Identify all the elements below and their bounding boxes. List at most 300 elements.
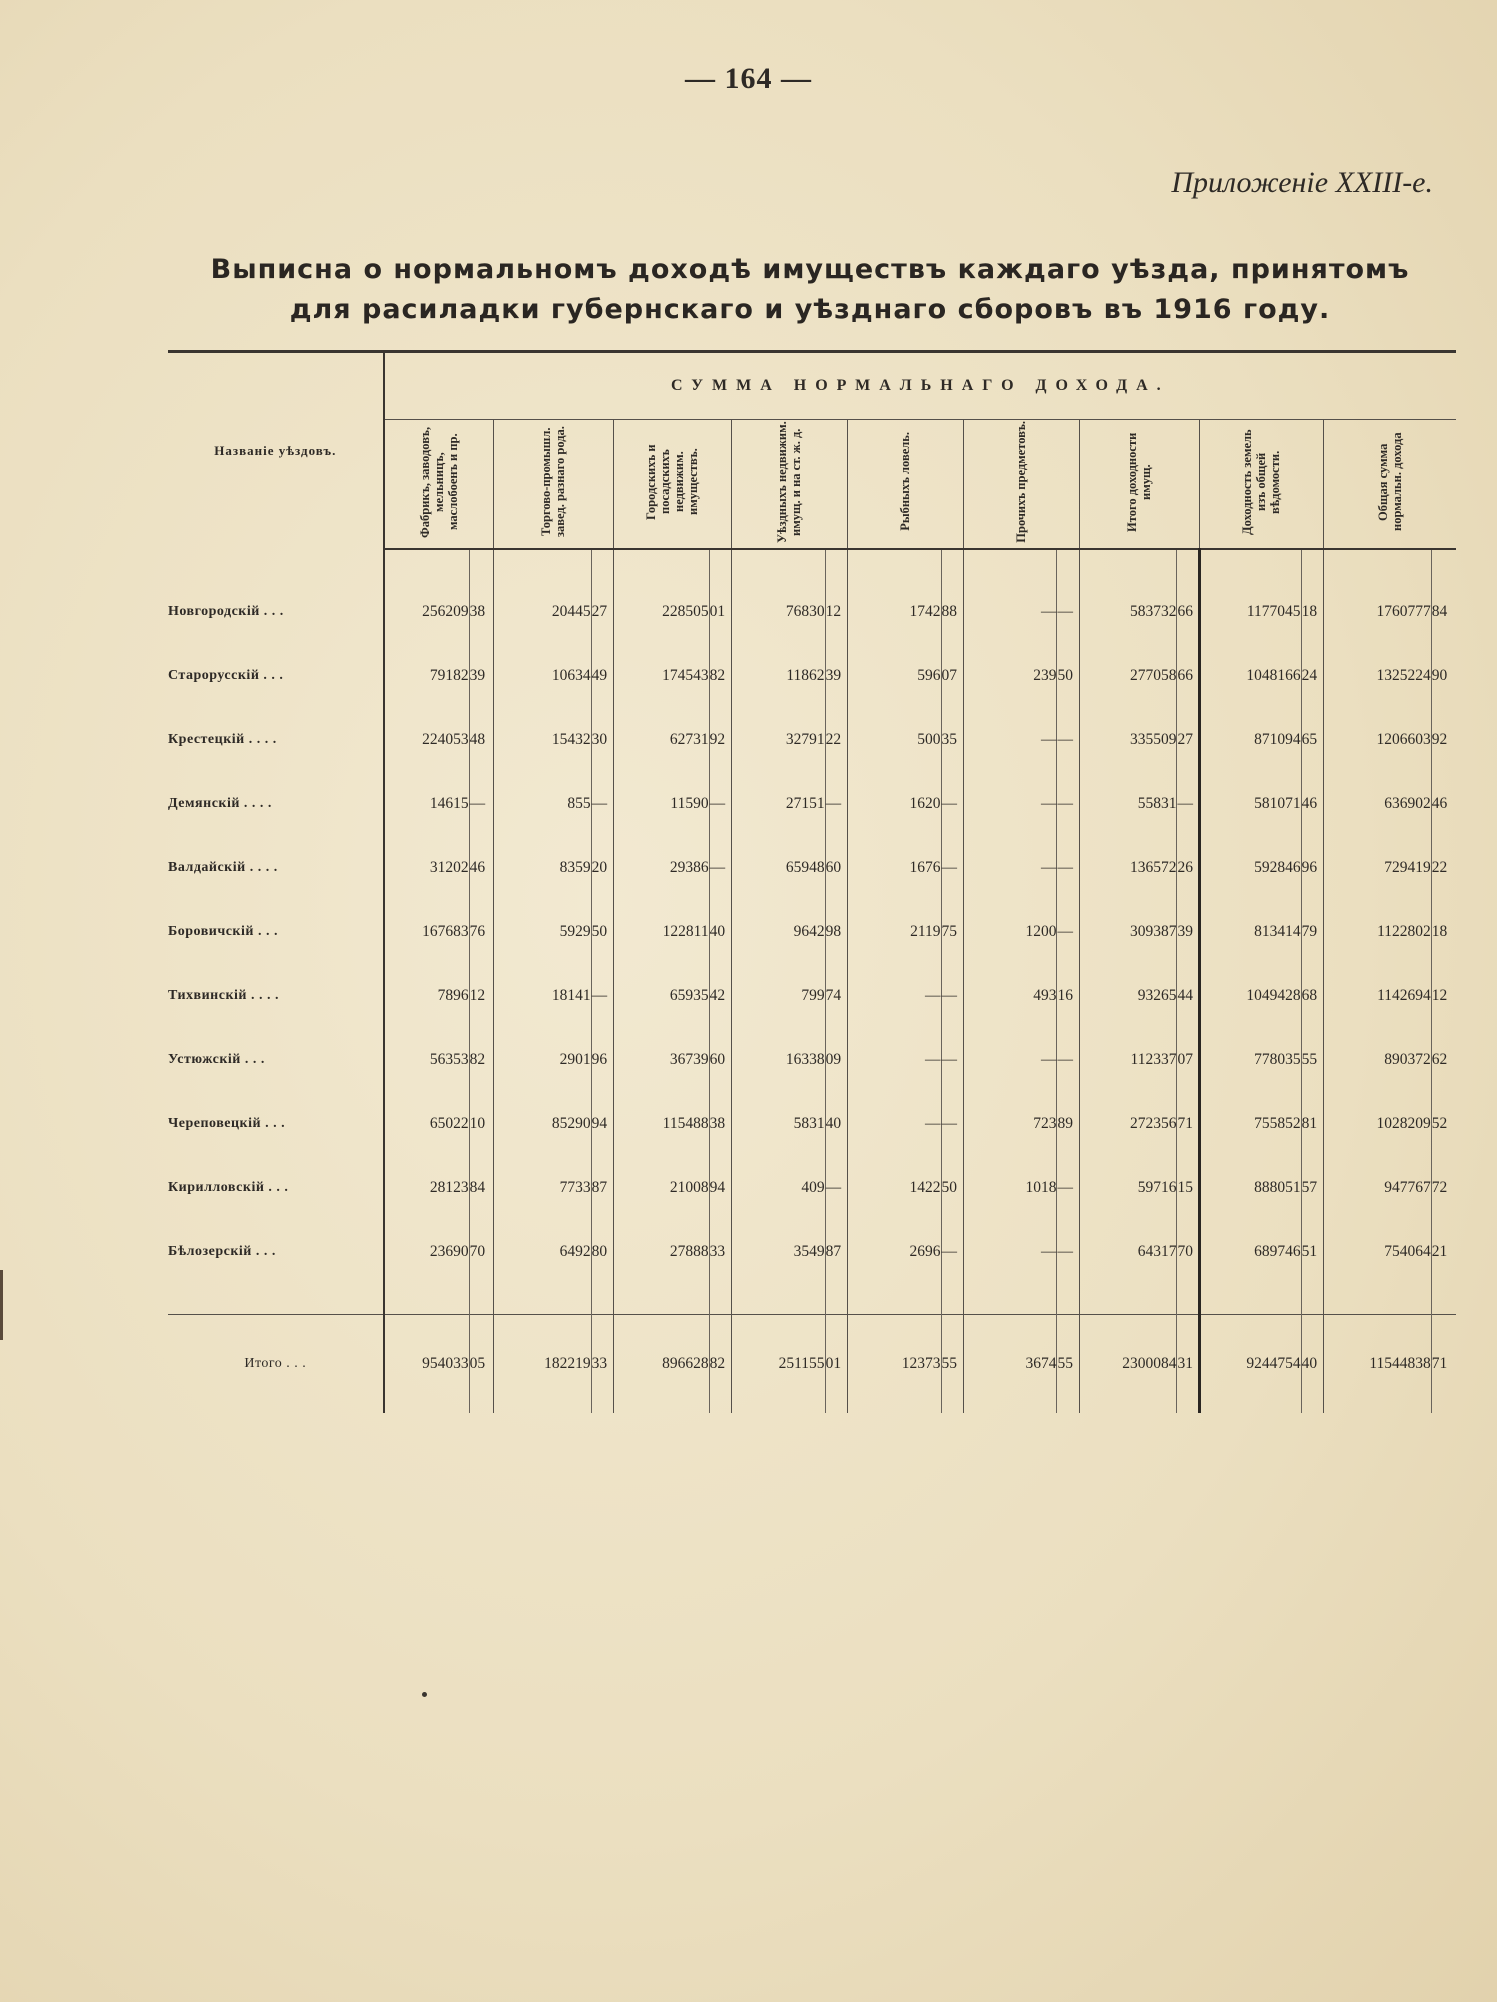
rubles-cell: — (847, 1092, 941, 1156)
kopecks-cell: 66 (1177, 644, 1199, 708)
kopecks-cell: 55 (1301, 1028, 1323, 1092)
table-row (168, 580, 1456, 644)
spacer-row (168, 1284, 1456, 1315)
kopecks-cell: — (709, 836, 731, 900)
rubles-cell: 21008 (614, 1156, 710, 1220)
rubles-cell: — (963, 1220, 1057, 1284)
kopecks-cell: 39 (1177, 900, 1199, 964)
spacer-cell (709, 549, 731, 580)
kopecks-cell: 22 (825, 708, 847, 772)
rubles-cell: 23690 (384, 1220, 469, 1284)
spacer-cell (591, 1284, 613, 1315)
rubles-cell: 56353 (384, 1028, 469, 1092)
kopecks-cell: — (1177, 772, 1199, 836)
table-row (168, 964, 1456, 1028)
rubles-cell: 1676 (847, 836, 941, 900)
page-number: — 164 — (685, 62, 812, 95)
kopecks-cell: 87 (591, 1156, 613, 1220)
spacer-cell (731, 1284, 825, 1315)
rubles-cell: 3549 (731, 1220, 825, 1284)
rubles-cell: 167683 (384, 900, 469, 964)
kopecks-cell: 27 (591, 580, 613, 644)
column-header: Общая сумма нормальн. дохода (1323, 420, 1456, 550)
kopecks-cell: 88 (941, 580, 963, 644)
kopecks-cell: — (709, 772, 731, 836)
spacer-cell (1199, 549, 1301, 580)
spacer-cell (168, 1284, 384, 1315)
kopecks-cell: 55 (941, 1315, 963, 1414)
rubles-cell: 855 (493, 772, 591, 836)
rubles-cell: 6492 (493, 1220, 591, 1284)
kopecks-cell: 10 (469, 1092, 493, 1156)
kopecks-cell: 38 (709, 1092, 731, 1156)
kopecks-cell: 01 (825, 1315, 847, 1414)
rubles-cell: 29386 (614, 836, 710, 900)
column-header: Уѣздныхъ недвижим. имущ. и на ст. ж. д. (731, 420, 847, 550)
spacer-cell (963, 549, 1057, 580)
spacer-cell (709, 1284, 731, 1315)
spacer-cell (731, 549, 825, 580)
rubles-cell: 2901 (493, 1028, 591, 1092)
rubles-cell: 1018 (963, 1156, 1057, 1220)
rubles-cell: 12373 (847, 1315, 941, 1414)
appendix-label: Приложеніе XXIII-е. (1171, 166, 1433, 199)
kopecks-cell: 98 (825, 900, 847, 964)
table-row (168, 1156, 1456, 1220)
rubles-cell: — (963, 772, 1057, 836)
kopecks-cell: 50 (1057, 644, 1079, 708)
kopecks-cell: 33 (591, 1315, 613, 1414)
rubles-cell: 1028209 (1323, 1092, 1431, 1156)
kopecks-cell: 52 (1431, 1115, 1448, 1132)
rubles-cell: 76830 (731, 580, 825, 644)
rubles-cell: — (847, 964, 941, 1028)
rubles-cell: 309387 (1079, 900, 1177, 964)
rubles-cell: 122811 (614, 900, 710, 964)
district-name: Итого . . . (168, 1315, 384, 1414)
rubles-cell: 954033 (384, 1315, 469, 1414)
kopecks-cell: 48 (469, 708, 493, 772)
title-line-2: для расиладки губернскаго и уѣзднаго сборовъ въ 1916 году. (289, 294, 1331, 325)
kopecks-cell: 71 (1177, 1092, 1199, 1156)
rubles-cell: 85290 (493, 1092, 591, 1156)
rubles-cell: 1049428 (1199, 964, 1301, 1028)
rubles-cell: 27888 (614, 1220, 710, 1284)
kopecks-cell: 27 (1177, 708, 1199, 772)
column-header: Фабрикъ, заводовъ, мельницъ, маслобоенъ и пр. (384, 420, 494, 550)
kopecks-cell: 40 (825, 1092, 847, 1156)
kopecks-cell: — (591, 964, 613, 1028)
spacer-cell (847, 1284, 941, 1315)
table-body (168, 549, 1456, 1413)
kopecks-cell: 89 (1057, 1092, 1079, 1156)
kopecks-cell: 46 (469, 836, 493, 900)
kopecks-cell: 50 (941, 1156, 963, 1220)
spacer-cell (963, 1284, 1057, 1315)
rubles-cell: 755852 (1199, 1092, 1301, 1156)
kopecks-cell: 38 (469, 580, 493, 644)
rubles-cell: 888051 (1199, 1156, 1301, 1220)
kopecks-cell: 76 (469, 900, 493, 964)
kopecks-cell: 49 (591, 644, 613, 708)
spacer-cell (384, 549, 469, 580)
kopecks-cell: 01 (709, 580, 731, 644)
spacer-cell (825, 1284, 847, 1315)
column-header: Городскихъ и посадскихъ недвижим. имуществъ. (614, 420, 732, 550)
kopecks-cell: 09 (825, 1028, 847, 1092)
kopecks-cell: — (1057, 1028, 1079, 1092)
kopecks-cell: 68 (1301, 964, 1323, 1028)
rubles-cell: 409 (731, 1156, 825, 1220)
kopecks-cell: — (941, 1092, 963, 1156)
column-header: Итого доходности имущ. (1079, 420, 1199, 550)
kopecks-cell: 22 (1431, 859, 1448, 876)
kopecks-cell: 60 (825, 836, 847, 900)
rubles-cell: 16338 (731, 1028, 825, 1092)
rubles-cell: 115488 (614, 1092, 710, 1156)
spacer-cell (1177, 549, 1199, 580)
rubles-cell: 11862 (731, 644, 825, 708)
rubles-cell: 500 (847, 708, 941, 772)
rubles-cell: 27151 (731, 772, 825, 836)
district-name: Валдайскій . . . . (168, 836, 384, 900)
kopecks-cell: 79 (1301, 900, 1323, 964)
spacer-cell (1431, 549, 1456, 580)
kopecks-cell: — (941, 836, 963, 900)
kopecks-cell: 92 (709, 708, 731, 772)
rubles-cell: 8359 (493, 836, 591, 900)
kopecks-cell: — (941, 1028, 963, 1092)
rubles-cell: 723 (963, 1092, 1057, 1156)
kopecks-cell: 70 (1177, 1220, 1199, 1284)
rubles-cell: 256209 (384, 580, 469, 644)
ink-dot (422, 1692, 427, 1697)
spacer-cell (825, 549, 847, 580)
rubles-cell: 1742 (847, 580, 941, 644)
rubles-cell: 136572 (1079, 836, 1177, 900)
kopecks-cell: 82 (709, 644, 731, 708)
rubles-cell: 14615 (384, 772, 469, 836)
rubles-cell: 636902 (1323, 772, 1431, 836)
district-name: Новгородскій . . . (168, 580, 384, 644)
rubles-cell: 581071 (1199, 772, 1301, 836)
rubles-cell: 5929 (493, 900, 591, 964)
kopecks-cell: 60 (709, 1028, 731, 1092)
district-name: Старорусскій . . . (168, 644, 384, 708)
rubles-cell: 65935 (614, 964, 710, 1028)
kopecks-cell: 80 (591, 1220, 613, 1284)
kopecks-cell: 87 (825, 1220, 847, 1284)
document-title (190, 250, 1430, 330)
rubles-cell: 9244754 (1199, 1315, 1301, 1414)
rubles-cell: 251155 (731, 1315, 825, 1414)
rubles-cell: 1122802 (1323, 900, 1431, 964)
kopecks-cell: — (591, 772, 613, 836)
spacer-cell (591, 549, 613, 580)
total-row (168, 1315, 1456, 1414)
kopecks-cell: 94 (591, 1092, 613, 1156)
income-table-container (168, 350, 1456, 1470)
rubles-cell: 32791 (731, 708, 825, 772)
rubles-cell: 3674 (963, 1315, 1057, 1414)
spacer-cell (614, 549, 710, 580)
column-header: Прочихъ предметовъ. (963, 420, 1079, 550)
kopecks-cell: 24 (1301, 644, 1323, 708)
rubles-cell: 28123 (384, 1156, 469, 1220)
kopecks-cell: 18 (1301, 580, 1323, 644)
table-row (168, 900, 1456, 964)
rubles-cell: 65022 (384, 1092, 469, 1156)
rubles-cell: 729419 (1323, 836, 1431, 900)
spacer-cell (1057, 549, 1079, 580)
kopecks-cell: — (469, 772, 493, 836)
kopecks-cell: 16 (1057, 964, 1079, 1028)
rubles-cell: 896628 (614, 1315, 710, 1414)
rubles-cell: 778035 (1199, 1028, 1301, 1092)
spacer-cell (1199, 1284, 1301, 1315)
kopecks-cell: 55 (1057, 1315, 1079, 1414)
kopecks-cell: — (1057, 1220, 1079, 1284)
kopecks-cell: — (825, 1156, 847, 1220)
table-row (168, 1220, 1456, 1284)
kopecks-cell: — (1057, 580, 1079, 644)
kopecks-cell: 81 (1301, 1092, 1323, 1156)
kopecks-cell: 31 (1177, 1315, 1199, 1414)
rubles-cell: 55831 (1079, 772, 1177, 836)
spacer-cell (1323, 549, 1431, 580)
spacer-cell (493, 1284, 591, 1315)
rubles-cell: 11544838 (1323, 1315, 1431, 1414)
rubles-cell: 5831 (731, 1092, 825, 1156)
kopecks-cell: 96 (1301, 836, 1323, 900)
rubles-cell: 272356 (1079, 1092, 1177, 1156)
rubles-cell: 871094 (1199, 708, 1301, 772)
rubles-cell: 174543 (614, 644, 710, 708)
rubles-cell: 20445 (493, 580, 591, 644)
kopecks-cell: 18 (1431, 923, 1448, 940)
kopecks-cell: — (1057, 900, 1079, 964)
district-name: Крестецкій . . . . (168, 708, 384, 772)
spacer-cell (168, 549, 384, 580)
rubles-cell: 592846 (1199, 836, 1301, 900)
rubles-cell: 36739 (614, 1028, 710, 1092)
kopecks-cell: 82 (469, 1028, 493, 1092)
kopecks-cell: 39 (469, 644, 493, 708)
kopecks-cell: 75 (941, 900, 963, 964)
kopecks-cell: 20 (591, 836, 613, 900)
column-header: Торгово-промышл. завед. разнаго рода. (493, 420, 613, 550)
rubles-cell: 10634 (493, 644, 591, 708)
kopecks-cell: — (1057, 772, 1079, 836)
spacer-cell (1431, 1284, 1456, 1315)
kopecks-cell: 74 (825, 964, 847, 1028)
rubles-cell: — (963, 708, 1057, 772)
kopecks-cell: 35 (941, 708, 963, 772)
rubles-cell: 9642 (731, 900, 825, 964)
rubles-cell: 754064 (1323, 1220, 1431, 1284)
rubles-cell: 596 (847, 644, 941, 708)
kopecks-cell: — (1057, 836, 1079, 900)
rubles-cell: 224053 (384, 708, 469, 772)
spacer-cell (1079, 1284, 1177, 1315)
rubles-cell: 583732 (1079, 580, 1177, 644)
kopecks-cell: 84 (469, 1156, 493, 1220)
table-row (168, 708, 1456, 772)
rubles-cell: 1620 (847, 772, 941, 836)
rubles-cell: 15432 (493, 708, 591, 772)
district-name: Череповецкій . . . (168, 1092, 384, 1156)
rubles-cell: 62731 (614, 708, 710, 772)
kopecks-cell: — (941, 964, 963, 1028)
kopecks-cell: 62 (1431, 1051, 1448, 1068)
spacer-cell (941, 1284, 963, 1315)
kopecks-cell: 12 (469, 964, 493, 1028)
district-name: Устюжскій . . . (168, 1028, 384, 1092)
rubles-cell: 228505 (614, 580, 710, 644)
income-table (168, 350, 1456, 1413)
table-row (168, 772, 1456, 836)
table-row (168, 836, 1456, 900)
spacer-cell (1301, 1284, 1323, 1315)
kopecks-cell: 42 (709, 964, 731, 1028)
kopecks-cell: 50 (591, 900, 613, 964)
spacer-cell (1079, 549, 1177, 580)
rubles-cell: 64317 (1079, 1220, 1177, 1284)
kopecks-cell: 90 (1431, 667, 1448, 684)
rubles-cell: 182219 (493, 1315, 591, 1414)
rubles-cell: 11590 (614, 772, 710, 836)
spacer-row (168, 549, 1456, 580)
district-name: Боровичскій . . . (168, 900, 384, 964)
kopecks-cell: — (825, 772, 847, 836)
kopecks-cell: 15 (1177, 1156, 1199, 1220)
kopecks-cell: 72 (1431, 1179, 1448, 1196)
rubles-cell: 2696 (847, 1220, 941, 1284)
rubles-cell: 7733 (493, 1156, 591, 1220)
kopecks-cell: 71 (1431, 1315, 1456, 1414)
spacer-cell (384, 1284, 469, 1315)
rubles-cell: 31202 (384, 836, 469, 900)
spacer-cell (1177, 1284, 1199, 1315)
spacer-cell (941, 549, 963, 580)
rubles-cell: 18141 (493, 964, 591, 1028)
rubles-cell: 112337 (1079, 1028, 1177, 1092)
rubles-cell: 79182 (384, 644, 469, 708)
rubles-cell: 1048166 (1199, 644, 1301, 708)
district-column-header: Названіе уѣздовъ. (168, 352, 384, 550)
kopecks-cell: 05 (469, 1315, 493, 1414)
rubles-cell: 93265 (1079, 964, 1177, 1028)
kopecks-cell: 65 (1301, 708, 1323, 772)
rubles-cell: 59716 (1079, 1156, 1177, 1220)
kopecks-cell: — (941, 1220, 963, 1284)
rubles-cell: 277058 (1079, 644, 1177, 708)
kopecks-cell: 44 (1177, 964, 1199, 1028)
kopecks-cell: 51 (1301, 1220, 1323, 1284)
kopecks-cell: 46 (1301, 772, 1323, 836)
kopecks-cell: 57 (1301, 1156, 1323, 1220)
rubles-cell: 1177045 (1199, 580, 1301, 644)
binding-mark (0, 1270, 3, 1340)
kopecks-cell: — (1057, 708, 1079, 772)
column-header: Рыбныхъ ловель. (847, 420, 963, 550)
table-row (168, 1028, 1456, 1092)
column-header: Доходность земель изъ общей вѣдомости. (1199, 420, 1323, 550)
rubles-cell: 1325224 (1323, 644, 1431, 708)
spacer-cell (493, 549, 591, 580)
rubles-cell: 1206603 (1323, 708, 1431, 772)
rubles-cell: — (963, 836, 1057, 900)
rubles-cell: 799 (731, 964, 825, 1028)
rubles-cell: 813414 (1199, 900, 1301, 964)
rubles-cell: 689746 (1199, 1220, 1301, 1284)
kopecks-cell: 39 (825, 644, 847, 708)
kopecks-cell: 84 (1431, 603, 1448, 620)
kopecks-cell: 12 (1431, 987, 1448, 1004)
rubles-cell: — (963, 1028, 1057, 1092)
kopecks-cell: 40 (709, 900, 731, 964)
kopecks-cell: 40 (1301, 1315, 1323, 1414)
rubles-cell: 947767 (1323, 1156, 1431, 1220)
kopecks-cell: 66 (1177, 580, 1199, 644)
kopecks-cell: 07 (1177, 1028, 1199, 1092)
kopecks-cell: 12 (825, 580, 847, 644)
rubles-cell: 1200 (963, 900, 1057, 964)
rubles-cell: 2300084 (1079, 1315, 1177, 1414)
rubles-cell: 1760777 (1323, 580, 1431, 644)
rubles-cell: 1142694 (1323, 964, 1431, 1028)
rubles-cell: 1422 (847, 1156, 941, 1220)
kopecks-cell: 21 (1431, 1243, 1448, 1260)
spacer-cell (614, 1284, 710, 1315)
rubles-cell: 890372 (1323, 1028, 1431, 1092)
rubles-cell: 239 (963, 644, 1057, 708)
table-row (168, 644, 1456, 708)
district-name: Тихвинскій . . . . (168, 964, 384, 1028)
rubles-cell: 493 (963, 964, 1057, 1028)
rubles-cell: 335509 (1079, 708, 1177, 772)
rubles-cell: 65948 (731, 836, 825, 900)
spacer-cell (1301, 549, 1323, 580)
kopecks-cell: 82 (709, 1315, 731, 1414)
rubles-cell: — (963, 580, 1057, 644)
spacer-cell (469, 1284, 493, 1315)
kopecks-cell: 33 (709, 1220, 731, 1284)
kopecks-cell: 92 (1431, 731, 1448, 748)
rubles-cell: — (847, 1028, 941, 1092)
kopecks-cell: 26 (1177, 836, 1199, 900)
title-line-1: Выписна о нормальномъ доходѣ имуществъ каждаго уѣзда, принятомъ (210, 254, 1410, 285)
rubles-cell: 7896 (384, 964, 469, 1028)
income-group-header: СУММА НОРМАЛЬНАГО ДОХОДА. (384, 352, 1456, 420)
rubles-cell: 2119 (847, 900, 941, 964)
kopecks-cell: 96 (591, 1028, 613, 1092)
spacer-cell (469, 549, 493, 580)
table-row (168, 1092, 1456, 1156)
kopecks-cell: 07 (941, 644, 963, 708)
kopecks-cell: 30 (591, 708, 613, 772)
district-name: Демянскій . . . . (168, 772, 384, 836)
spacer-cell (847, 549, 941, 580)
spacer-cell (1057, 1284, 1079, 1315)
kopecks-cell: 46 (1431, 795, 1448, 812)
district-name: Бѣлозерскій . . . (168, 1220, 384, 1284)
kopecks-cell: 94 (709, 1156, 731, 1220)
kopecks-cell: 70 (469, 1220, 493, 1284)
spacer-cell (1323, 1284, 1431, 1315)
kopecks-cell: — (1057, 1156, 1079, 1220)
kopecks-cell: — (941, 772, 963, 836)
